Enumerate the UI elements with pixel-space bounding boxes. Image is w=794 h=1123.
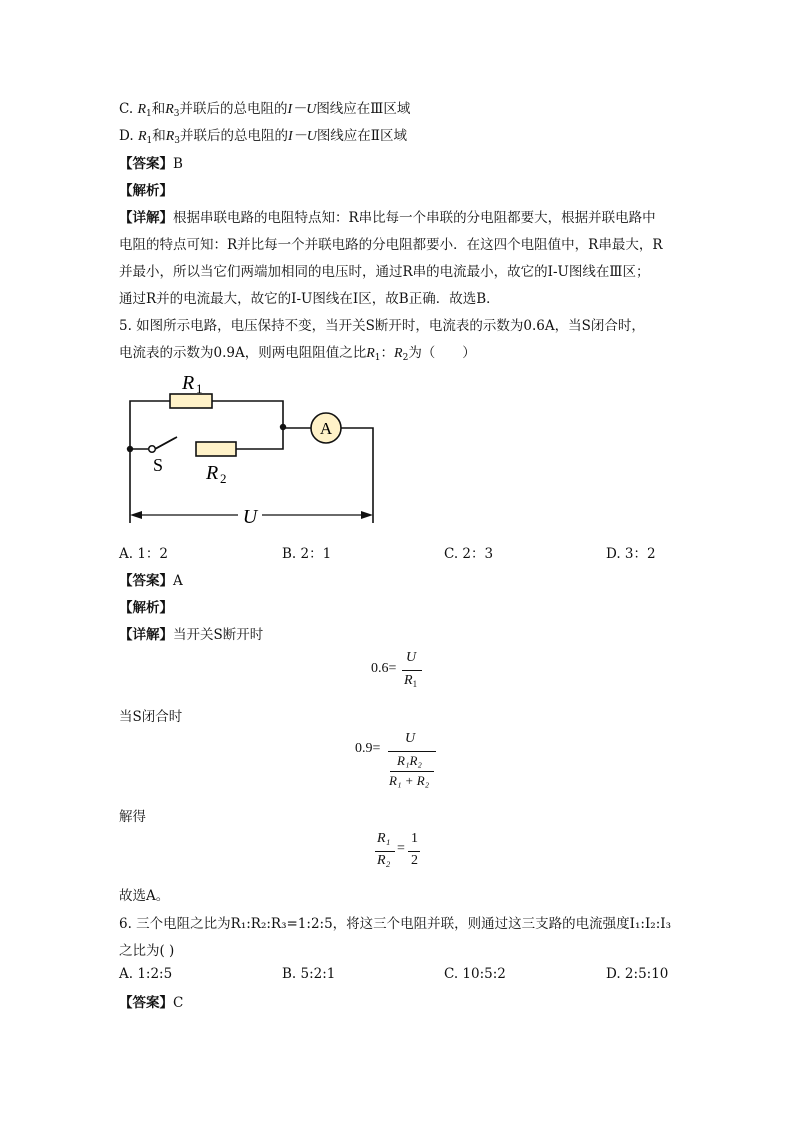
eq2-numerator: U bbox=[405, 731, 416, 746]
q4-analysis-tag: 【解析】 bbox=[119, 183, 173, 199]
q6-option-a: A. 1:2:5 bbox=[119, 966, 173, 982]
q5-conclusion: 故选A。 bbox=[119, 888, 170, 904]
switch-contact bbox=[149, 446, 156, 453]
q5-stem-line-1: 5. 如图所示电路，电压保持不变，当开关S断开时，电流表的示数为0.6A，当S闭合时， bbox=[119, 318, 645, 334]
q4-detail-line-4: 通过R并的电流最大，故它的I-U图线在Ⅰ区，故B正确．故选B． bbox=[119, 291, 500, 307]
junction-right bbox=[280, 424, 286, 430]
ammeter-label: A bbox=[319, 419, 333, 438]
eq3-left-denominator: R₂ bbox=[377, 853, 391, 868]
q5-detail: 【详解】当开关S断开时 bbox=[119, 627, 264, 643]
resistor-r2 bbox=[196, 442, 236, 456]
switch-blade bbox=[155, 437, 177, 449]
q5-circuit-diagram bbox=[110, 365, 400, 535]
label-r1-sub: 1 bbox=[196, 381, 203, 396]
q5-option-b: B. 2：1 bbox=[282, 546, 332, 562]
q6-stem-line-2: 之比为( ) bbox=[119, 943, 175, 959]
q6-answer: 【答案】C bbox=[119, 995, 184, 1011]
arrow-head-left bbox=[130, 511, 142, 519]
q4-detail-line-1: 【详解】根据串联电路的电阻特点知：R串比每一个串联的分电阻都要大，根据并联电路中 bbox=[119, 210, 656, 226]
q5-stem-line-2: 电流表的示数为0.9A，则两电阻阻值之比$R_1$：$R_2$为（ ） bbox=[119, 345, 476, 363]
label-voltage: U bbox=[242, 506, 258, 528]
junction-left bbox=[127, 446, 133, 452]
arrow-head-right bbox=[361, 511, 373, 519]
eq1-lhs: 0.6= bbox=[371, 661, 397, 676]
eq1-denominator: $R_1$ bbox=[404, 673, 418, 689]
q5-closed-text: 当S闭合时 bbox=[119, 709, 183, 725]
q5-answer: 【答案】A bbox=[119, 573, 183, 589]
eq3-right-denominator: 2 bbox=[411, 853, 418, 868]
q5-solve-text: 解得 bbox=[119, 809, 146, 825]
q5-option-c: C. 2：3 bbox=[444, 546, 494, 562]
q4-detail-line-2: 电阻的特点可知：R并比每一个并联电路的分电阻都要小．在这四个电阻值中，R串最大，R bbox=[119, 237, 663, 253]
label-r2: R bbox=[206, 462, 219, 484]
eq3-left-numerator: R₁ bbox=[377, 831, 391, 846]
eq2-inner-numerator: R₁R₂ bbox=[397, 753, 422, 768]
eq3-equals: = bbox=[397, 841, 405, 856]
label-switch: S bbox=[153, 455, 164, 475]
eq2-lhs: 0.9= bbox=[355, 741, 381, 756]
eq3-right-numerator: 1 bbox=[411, 831, 418, 846]
eq2-inner-denominator: R₁ + R₂ bbox=[389, 773, 430, 788]
q6-option-b: B. 5:2:1 bbox=[282, 966, 336, 982]
q4-option-d: D. $R_1$和$R_3$并联后的总电阻的I－U图线应在Ⅱ区域 bbox=[119, 128, 407, 146]
q4-option-c: C. $R_1$和$R_3$并联后的总电阻的I－U图线应在Ⅲ区域 bbox=[119, 101, 411, 119]
q4-answer: 【答案】B bbox=[119, 156, 183, 172]
q4-detail-line-3: 并最小，所以当它们两端加相同的电压时，通过R串的电流最小，故它的I-U图线在Ⅲ区； bbox=[119, 264, 650, 280]
q5-option-d: D. 3：2 bbox=[606, 546, 656, 562]
label-r2-sub: 2 bbox=[220, 471, 227, 486]
resistor-r1 bbox=[170, 394, 212, 408]
q6-option-c: C. 10:5:2 bbox=[444, 966, 506, 982]
q5-analysis-tag: 【解析】 bbox=[119, 600, 173, 616]
q6-stem-line-1: 6. 三个电阻之比为R₁:R₂:R₃=1:2:5，将这三个电阻并联，则通过这三支路的电流强度I₁:I₂:I₃ bbox=[119, 916, 672, 932]
q5-option-a: A. 1：2 bbox=[119, 546, 169, 562]
label-r1: R bbox=[182, 372, 195, 394]
eq1-numerator: U bbox=[406, 650, 417, 665]
q6-option-d: D. 2:5:10 bbox=[606, 966, 669, 982]
